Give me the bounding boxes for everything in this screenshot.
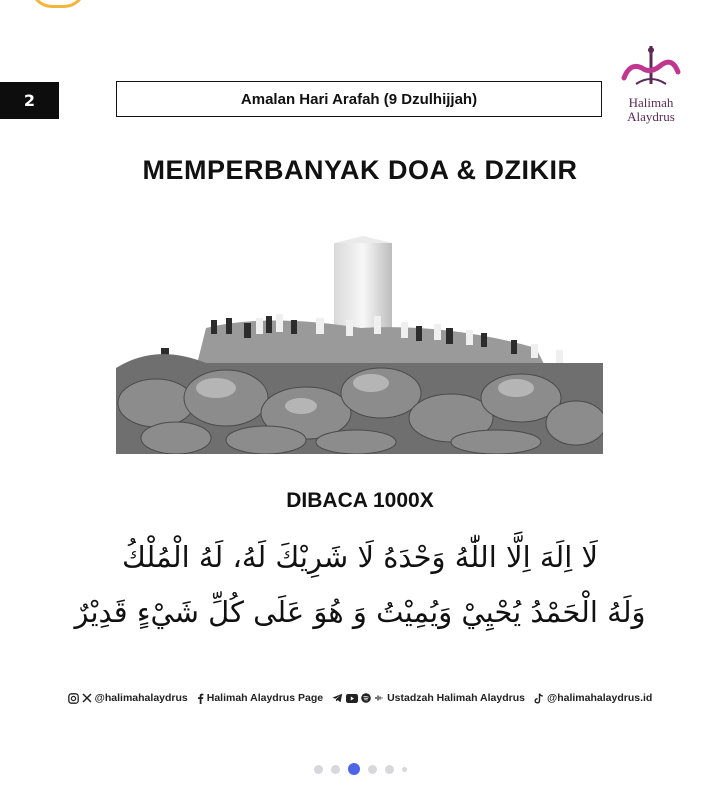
social-links [0, 692, 720, 704]
page-title: MEMPERBANYAK DOA & DZIKIR [142, 155, 578, 185]
x-icon [82, 693, 92, 703]
header-title: Amalan Hari Arafah (9 Dzulhijjah) [116, 81, 602, 117]
facebook-page: Halimah Alaydrus Page [206, 692, 324, 704]
carousel-dot[interactable] [385, 765, 394, 774]
avatar[interactable] [30, 0, 86, 8]
podcast-icon [374, 693, 384, 703]
tiktok-handle: @halimahalaydrus.id [546, 692, 653, 704]
carousel-dot[interactable] [368, 765, 377, 774]
carousel-dot[interactable] [314, 765, 323, 774]
social-youtube[interactable] [332, 692, 525, 704]
carousel-dot[interactable] [402, 767, 407, 772]
logo-mark-icon [616, 44, 686, 90]
instagram-icon [68, 693, 79, 704]
social-instagram-x[interactable] [68, 692, 188, 704]
logo-text-1: Halimah [628, 95, 674, 110]
dhikr-line-1: لَا اِلَهَ اِلَّا اللّٰهُ وَحْدَهُ لَا شَرِيْكَ لَهُ، لَهُ الْمُلْكُ [121, 540, 599, 574]
logo-text-2: Alaydrus [627, 109, 675, 124]
facebook-icon [197, 693, 204, 704]
spotify-icon [361, 693, 371, 703]
social-tiktok[interactable] [534, 692, 652, 704]
carousel-indicator [0, 763, 720, 775]
logo [616, 44, 686, 126]
recitation-count: DIBACA 1000X [286, 489, 434, 512]
carousel-dot[interactable] [331, 765, 340, 774]
telegram-icon [332, 693, 343, 703]
instagram-handle: @halimahalaydrus [94, 692, 188, 704]
social-facebook[interactable] [197, 692, 323, 704]
tiktok-icon [534, 693, 544, 704]
carousel-dot-active[interactable] [348, 763, 360, 775]
dhikr-line-2: وَلَهُ الْحَمْدُ يُحْيِيْ وَيُمِيْتُ وَ هُوَ عَلَى كُلِّ شَيْءٍ قَدِيْرٌ [74, 595, 646, 629]
arafah-mountain-photo [116, 228, 603, 454]
youtube-channel: Ustadzah Halimah Alaydrus [387, 692, 525, 704]
page-number-badge: 2 [0, 82, 59, 119]
youtube-icon [346, 694, 358, 703]
